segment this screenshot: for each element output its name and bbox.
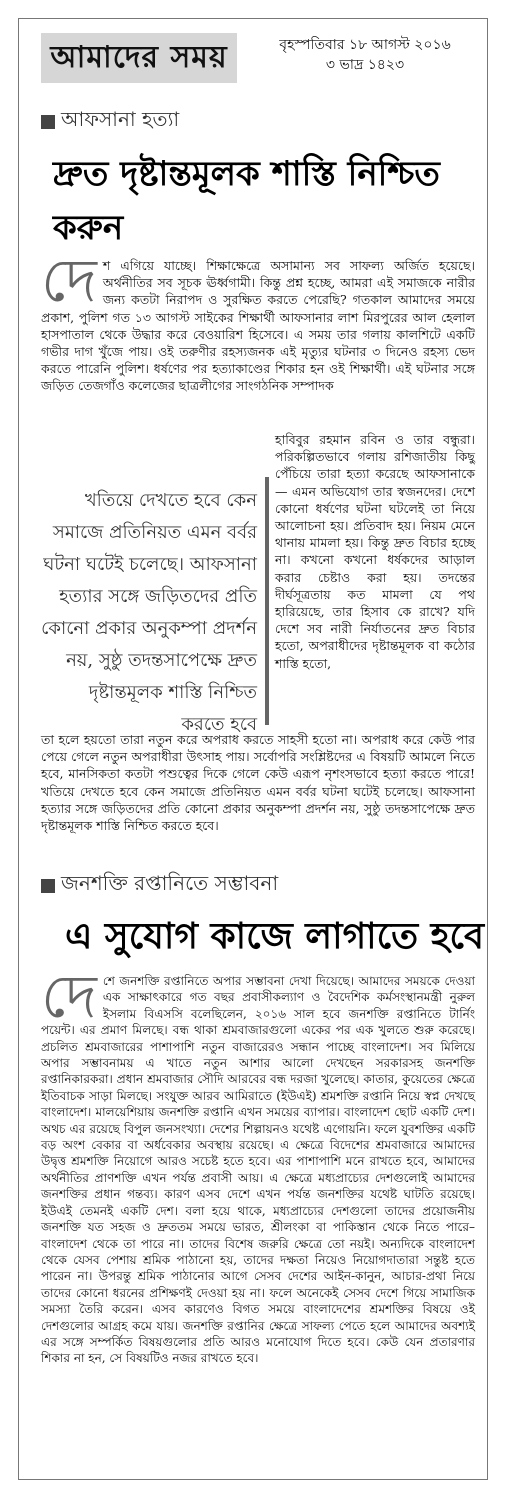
article2-body bbox=[41, 962, 475, 1367]
article2-topic-label: জনশক্তি রপ্তানিতে সম্ভাবনা bbox=[61, 871, 279, 895]
article1-tail: তা হলে হয়তো তারা নতুন করে অপরাধ করতে সাহসী হতো না। অপরাধ করে কেউ পার পেয়ে গেলে নতুন অপরাধীরা উৎসাহ পায়। সর্বোপরি সংশ্লিষ্টদের এ বিষয়টি আমলে নিতে হবে, মানসিকতা কতটা পশুত্বের দিকে গেলে কেউ এরূপ নৃশংসভাবে হত্যা করতে পারে! খতিয়ে দেখতে হবে কেন সমাজে প্রতিনিয়ত এমন বর্বর ঘটনা ঘটেই চলেছে। আফসানা হত্যার সঙ্গে জড়িতদের প্রতি কোনো প্রকার অনুকম্পা প্রদর্শন নয়, সুষ্ঠু তদন্তসাপেক্ষে দ্রুত দৃষ্টান্তমূলক শাস্তি নিশ্চিত করতে হবে। bbox=[41, 732, 475, 834]
pullquote-divider bbox=[265, 477, 269, 725]
article1-intro bbox=[41, 246, 475, 395]
dateline bbox=[255, 35, 475, 75]
article2-headline: এ সুযোগ কাজে লাগাতে হবে bbox=[65, 915, 485, 957]
article1-intro-text: শ এগিয়ে যাচ্ছে। শিক্ষাক্ষেত্রে অসামান্য সব সাফল্য অর্জিত হয়েছে। অর্থনীতির সব সূচক ঊর্ধ্বগামী। কিন্তু প্রশ্ন হচ্ছে, আমরা এই সমাজকে নারীর জন্য কতটা নিরাপদ ও সুরক্ষিত করতে পেরেছি? গতকাল আমাদের সময়ে প্রকাশ, পুলিশ গত ১৩ আগস্ট সাইকের শিক্ষার্থী আফসানার লাশ মিরপুরের আল হেলাল হাসপাতাল থেকে উদ্ধার করে বেওয়ারিশ হিসেবে। এ সময় তার গলায় কালশিটে একটি গভীর দাগ খুঁজে পায়। ওই তরুণীর রহস্যজনক এই মৃত্যুর ঘটনার ৩ দিনেও রহস্য ভেদ করতে পারেনি পুলিশ। ধর্ষণের পর হত্যাকাণ্ডের শিকার হন ওই শিক্ষার্থী। এই ঘটনার সঙ্গে জড়িত তেজগাঁও কলেজের ছাত্রলীগের সাংগঠনিক সম্পাদক bbox=[41, 258, 475, 394]
masthead-logo: আমাদের সময় bbox=[41, 33, 237, 83]
article1-pullquote: খতিয়ে দেখতে হবে কেন সমাজে প্রতিনিয়ত এমন বর্বর ঘটনা ঘটেই চলেছে। আফসানা হত্যার সঙ্গে জড়িতদের প্রতি কোনো প্রকার অনুকম্পা প্রদর্শন নয়, সুষ্ঠু তদন্তসাপেক্ষে দ্রুত দৃষ্টান্তমূলক শাস্তি নিশ্চিত করতে হবে bbox=[41, 490, 257, 735]
article1-headline: দ্রুত দৃষ্টান্তমূলক শাস্তি নিশ্চিত করুন bbox=[53, 154, 440, 248]
article2-dropcap: দে bbox=[41, 962, 97, 1032]
article1-topic-label: আফসানা হত্যা bbox=[61, 107, 180, 131]
square-bullet-icon bbox=[41, 115, 55, 129]
date-gregorian: বৃহস্পতিবার ১৮ আগস্ট ২০১৬ bbox=[279, 37, 451, 53]
article1-topic bbox=[41, 105, 179, 138]
newspaper-clipping bbox=[18, 18, 488, 1480]
square-bullet-icon bbox=[41, 879, 55, 893]
article1-column: হাবিবুর রহমান রবিন ও তার বন্ধুরা। পরিকল্পিতভাবে গলায় রশিজাতীয় কিছু পেঁচিয়ে তারা হত্যা করেছে আফসানাকে— এমন অভিযোগ তার স্বজনদের। দেশে কোনো ধর্ষণের ঘটনা ঘটলেই তা নিয়ে আলোচনা হয়। প্রতিবাদ হয়। নিয়ম মেনে থানায় মামলা হয়। কিন্তু দ্রুত বিচার হচ্ছে না। কখনো কখনো ধর্ষকদের আড়াল করার চেষ্টাও করা হয়। তদন্তের দীর্ঘসূত্রতায় কত মামলা যে পথ হারিয়েছে, তার হিসাব কে রাখে? যদি দেশে সব নারী নির্যাতনের দ্রুত বিচার হতো, অপরাধীদের দৃষ্টান্তমূলক বা কঠোর শাস্তি হতো, bbox=[275, 432, 475, 671]
article2-body-text: শে জনশক্তি রপ্তানিতে অপার সম্ভাবনা দেখা দিয়েছে। আমাদের সময়কে দেওয়া এক সাক্ষাৎকারে গত বছর প্রবাসীকল্যাণ ও বৈদেশিক কর্মসংস্থানমন্ত্রী নুরুল ইসলাম বিএসসি বলেছিলেন, ২০১৬ সাল হবে জনশক্তি রপ্তানিতে টার্নিং পয়েন্ট। এর প্রমাণ মিলছে। বন্ধ থাকা শ্রমবাজারগুলো একের পর এক খুলতে শুরু করেছে। প্রচলিত শ্রমবাজারের পাশাপাশি নতুন বাজারেরও সন্ধান পাচ্ছে বাংলাদেশ। সব মিলিয়ে অপার সম্ভাবনাময় এ খাতে নতুন আশার আলো দেখছেন সরকারসহ জনশক্তি রপ্তানিকারকরা। প্রধান শ্রমবাজার সৌদি আরবের বন্ধ দরজা খুলেছে। কাতার, কুয়েতের ক্ষেত্রে ইতিবাচক সাড়া মিলছে। সংযুক্ত আরব আমিরাতে (ইউএই) শ্রমশক্তি রপ্তানি নিয়ে স্বপ্ন দেখছে বাংলাদেশ। মালয়েশিয়ায় জনশক্তি রপ্তানি এখন সময়ের ব্যাপার। বাংলাদেশ ছোট একটি দেশ। অথচ এর রয়েছে বিপুল জনসংখ্যা। দেশের শিল্পায়নও যথেষ্ট এগোয়নি। ফলে যুবশক্তির একটি বড় অংশ বেকার বা অর্ধবেকার অবস্থায় রয়েছে। এ ক্ষেত্রে বিদেশের শ্রমবাজারে আমাদের উদ্বৃত্ত শ্রমশক্তি নিয়োগে আরও সচেষ্ট হতে হবে। এর পাশাপাশি মনে রাখতে হবে, আমাদের অর্থনীতির প্রাণশক্তি এখন পর্যন্ত প্রবাসী আয়। এ ক্ষেত্রে মধ্যপ্রাচ্যের দেশগুলোই আমাদের জনশক্তির প্রধান গন্তব্য। কারণ এসব দেশে এখন পর্যন্ত জনশক্তির যথেষ্ট ঘাটতি রয়েছে। ইউএই তেমনই একটি দেশ। বলা হয়ে থাকে, মধ্যপ্রাচ্যের দেশগুলো তাদের প্রয়োজনীয় জনশক্তি যত সহজ ও দ্রুততম সময়ে ভারত, শ্রীলংকা বা পাকিস্তান থেকে নিতে পারে– বাংলাদেশ থেকে তা পারে না। তাদের বিশেষ জরুরি ক্ষেত্রে তো নয়ই। অন্যদিকে বাংলাদেশ থেকে যেসব পেশায় শ্রমিক পাঠানো হয়, তাদের দক্ষতা নিয়েও নিয়োগদাতারা সন্তুষ্ট হতে পারেন না। উপরন্তু শ্রমিক পাঠানোর আগে সেসব দেশের আইন-কানুন, আচার-প্রথা নিয়ে তাদের কোনো ধরনের প্রশিক্ষণই দেওয়া হয় না। ফলে অনেকেই সেসব দেশে গিয়ে সামাজিক সমস্যা তৈরি করেন। এসব কারণেও বিগত সময়ে বাংলাদেশের শ্রমশক্তির বিষয়ে ওই দেশগুলোর আগ্রহ কমে যায়। জনশক্তি রপ্তানির ক্ষেত্রে সাফল্য পেতে হলে আমাদের অবশ্যই এর সঙ্গে সম্পর্কিত বিষয়গুলোর প্রতি আরও মনোযোগ দিতে হবে। কেউ যেন প্রতারণার শিকার না হন, সে বিষয়টিও নজর রাখতে হবে। bbox=[41, 974, 475, 1366]
article2-topic bbox=[41, 869, 278, 902]
date-bengali: ৩ ভাদ্র ১৪২৩ bbox=[325, 57, 405, 73]
article1-dropcap: দে bbox=[41, 246, 97, 316]
